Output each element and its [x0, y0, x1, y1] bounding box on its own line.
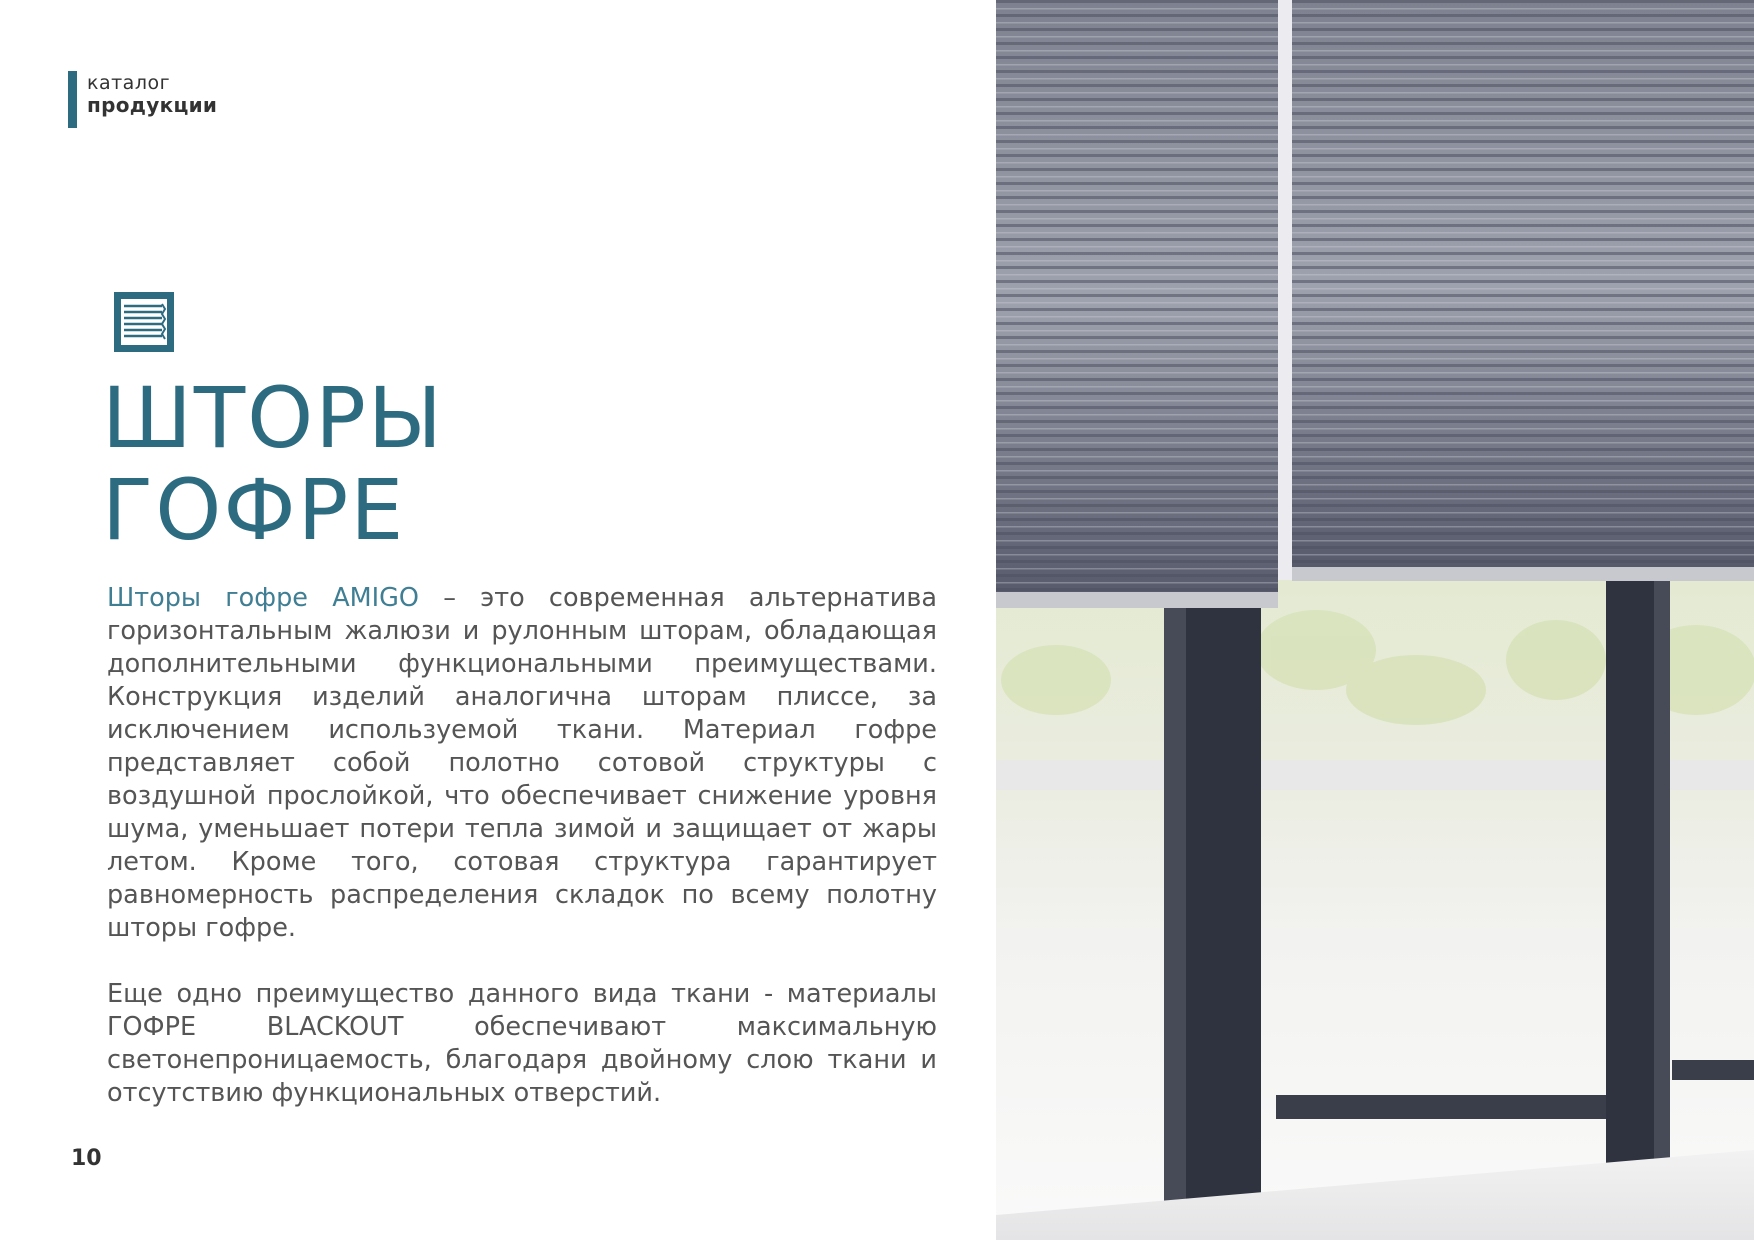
paragraph-1-text: – это современная альтернатива горизонтальным жалюзи и рулонным шторам, обладающая дополнительными функциональными преимуществами. Конструкция изделий аналогична шторам плиссе, за исключением используемой ткани. Материал гофре представляет собой полотно сотовой структуры с воздушной прослойкой, что обеспечивает снижение уровня шума, уменьшает потери тепла зимой и защищает от жары летом. Кроме того, сотовая структура гарантирует равномерность распределения складок по всему полотну шторы гофре.: [107, 583, 937, 943]
header-line-1: каталог: [87, 72, 171, 94]
pleated-blind-icon: [114, 292, 174, 352]
header-line-2: продукции: [87, 93, 218, 117]
description: [107, 582, 937, 1110]
page-number: 10: [71, 1146, 102, 1171]
product-photo: [996, 0, 1754, 1240]
product-name-lead: Шторы гофре AMIGO: [107, 583, 419, 613]
title-line-2: ГОФРЕ: [102, 461, 406, 559]
catalog-header: [87, 72, 217, 116]
description-paragraph-2: Еще одно преимущество данного вида ткани - материалы ГОФРЕ BLACKOUT обеспечивают максимальную светонепроницаемость, благодаря двойному слою ткани и отсутствию функциональных отверстий.: [107, 979, 937, 1108]
title-line-1: ШТОРЫ: [102, 369, 445, 467]
page-title: [102, 369, 862, 559]
header-accent-bar: [68, 71, 77, 128]
description-paragraph-1: [107, 582, 937, 945]
